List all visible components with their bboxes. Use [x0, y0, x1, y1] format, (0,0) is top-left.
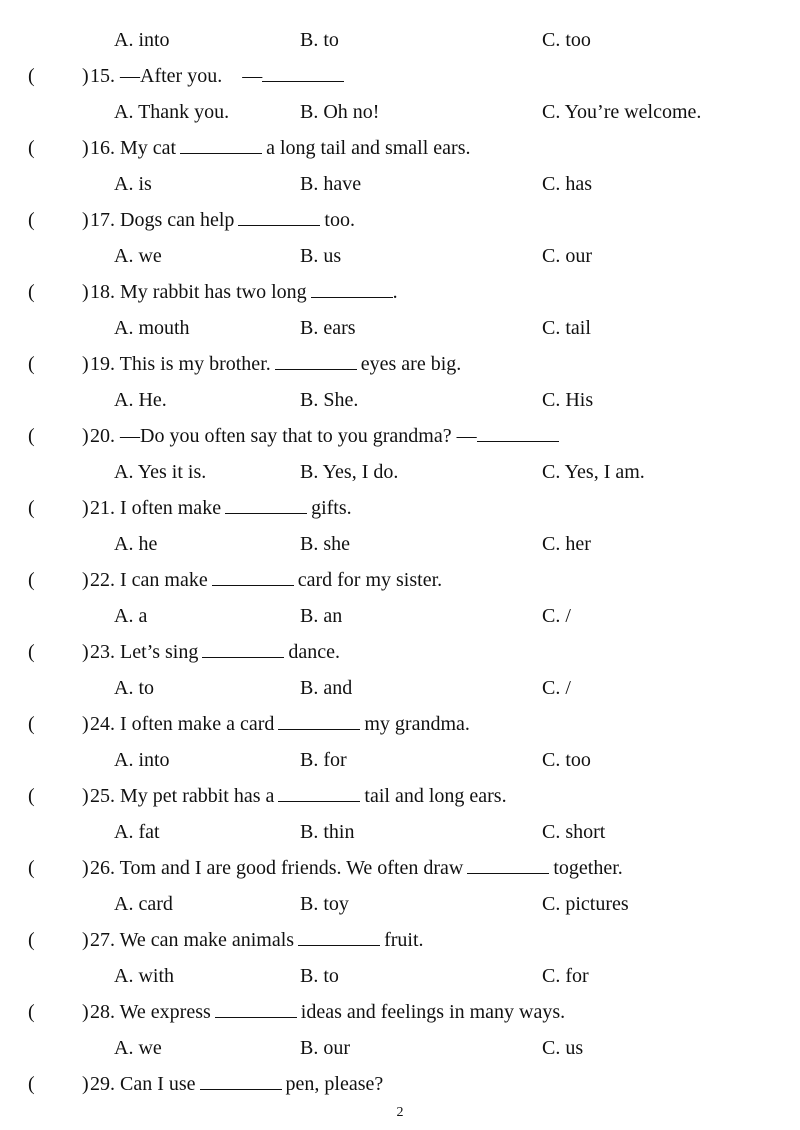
- answer-paren-close: ): [82, 569, 89, 591]
- question-row: [0, 1070, 800, 1098]
- option-b: B. toy: [300, 893, 349, 915]
- option-c: C. short: [542, 821, 606, 843]
- question-stem-end: fruit.: [384, 929, 424, 951]
- question-number: 25.: [90, 785, 115, 807]
- question-stem-end: .: [392, 281, 398, 303]
- answer-blank[interactable]: [311, 279, 393, 298]
- option-b: B. She.: [300, 389, 359, 411]
- question-stem: I often make: [120, 497, 222, 519]
- option-a: A. into: [114, 749, 170, 771]
- answer-paren-close: ): [82, 497, 89, 519]
- option-row: [0, 314, 800, 342]
- option-c: C. too: [542, 749, 591, 771]
- question-text: [90, 134, 470, 162]
- option-a: A. Yes it is.: [114, 461, 207, 483]
- answer-blank[interactable]: [225, 495, 307, 514]
- question-stem: —After you.: [120, 65, 223, 87]
- question-stem-end: together.: [553, 857, 623, 879]
- question-stem: I often make a card: [120, 713, 275, 735]
- question-row: [0, 134, 800, 162]
- option-c: C. us: [542, 1037, 584, 1059]
- answer-paren-close: ): [82, 281, 89, 303]
- answer-paren-open: (: [28, 857, 35, 879]
- question-stem: My rabbit has two long: [120, 281, 307, 303]
- answer-paren-close: ): [82, 425, 89, 447]
- question-row: [0, 710, 800, 738]
- answer-paren-close: ): [82, 713, 89, 735]
- option-row: [0, 170, 800, 198]
- answer-paren-close: ): [82, 209, 89, 231]
- question-row: [0, 638, 800, 666]
- question-row: [0, 566, 800, 594]
- question-row: [0, 998, 800, 1026]
- answer-paren-close: ): [82, 641, 89, 663]
- answer-paren-close: ): [82, 857, 89, 879]
- question-number: 23.: [90, 641, 115, 663]
- option-a: A. mouth: [114, 317, 190, 339]
- answer-paren-open: (: [28, 209, 35, 231]
- question-stem: Tom and I are good friends. We often draw: [119, 857, 464, 879]
- answer-paren-open: (: [28, 497, 35, 519]
- answer-blank[interactable]: [275, 351, 357, 370]
- option-a: A. into: [114, 29, 170, 51]
- option-c: C. You’re welcome.: [542, 101, 702, 123]
- option-b: B. our: [300, 1037, 350, 1059]
- question-dash: —: [242, 65, 263, 87]
- question-stem-end: a long tail and small ears.: [266, 137, 471, 159]
- option-b: B. us: [300, 245, 342, 267]
- answer-paren-open: (: [28, 137, 35, 159]
- option-b: B. for: [300, 749, 347, 771]
- question-stem-end: eyes are big.: [360, 353, 462, 375]
- option-row: [0, 242, 800, 270]
- option-row: [0, 98, 800, 126]
- option-a: A. we: [114, 1037, 162, 1059]
- question-stem: Can I use: [120, 1073, 196, 1095]
- option-a: A. to: [114, 677, 154, 699]
- option-b: B. Yes, I do.: [300, 461, 399, 483]
- answer-paren-open: (: [28, 353, 35, 375]
- question-text: [90, 638, 340, 666]
- page-number: 2: [396, 1105, 404, 1120]
- question-stem: My pet rabbit has a: [120, 785, 275, 807]
- answer-paren-open: (: [28, 1073, 35, 1095]
- answer-blank[interactable]: [180, 135, 262, 154]
- option-c: C. tail: [542, 317, 591, 339]
- question-stem: I can make: [120, 569, 208, 591]
- answer-paren-open: (: [28, 713, 35, 735]
- answer-paren-open: (: [28, 425, 35, 447]
- answer-blank[interactable]: [278, 711, 360, 730]
- question-text: [90, 494, 352, 522]
- question-text: [90, 926, 424, 954]
- question-row: [0, 62, 800, 90]
- answer-paren-close: ): [82, 1001, 89, 1023]
- answer-paren-open: (: [28, 65, 35, 87]
- option-a: A. is: [114, 173, 152, 195]
- answer-paren-close: ): [82, 785, 89, 807]
- question-text: [90, 206, 355, 234]
- option-b: B. to: [300, 29, 339, 51]
- question-number: 17.: [90, 209, 115, 231]
- answer-blank[interactable]: [278, 783, 360, 802]
- question-text: [90, 710, 470, 738]
- question-stem: We can make animals: [119, 929, 295, 951]
- answer-blank[interactable]: [238, 207, 320, 226]
- question-row: [0, 782, 800, 810]
- question-stem-end: too.: [324, 209, 355, 231]
- option-b: B. and: [300, 677, 353, 699]
- answer-paren-close: ): [82, 137, 89, 159]
- question-text: [90, 350, 461, 378]
- question-text: [90, 998, 565, 1026]
- option-c: C. too: [542, 29, 591, 51]
- answer-paren-open: (: [28, 929, 35, 951]
- question-text: [90, 278, 398, 306]
- option-c: C. /: [542, 605, 571, 627]
- option-a: A. with: [114, 965, 174, 987]
- option-c: C. has: [542, 173, 592, 195]
- answer-blank[interactable]: [202, 639, 284, 658]
- answer-paren-close: ): [82, 1073, 89, 1095]
- answer-blank[interactable]: [298, 927, 380, 946]
- option-a: A. a: [114, 605, 148, 627]
- question-stem-end: tail and long ears.: [364, 785, 507, 807]
- question-stem-end: dance.: [288, 641, 340, 663]
- question-stem: We express: [119, 1001, 211, 1023]
- option-b: B. to: [300, 965, 339, 987]
- question-row: [0, 422, 800, 450]
- question-number: 19.: [90, 353, 115, 375]
- question-stem-end: my grandma.: [364, 713, 470, 735]
- question-row: [0, 854, 800, 882]
- option-row: [0, 818, 800, 846]
- option-row: [0, 746, 800, 774]
- option-c: C. His: [542, 389, 594, 411]
- option-b: B. ears: [300, 317, 356, 339]
- option-row: [0, 602, 800, 630]
- option-c: C. her: [542, 533, 591, 555]
- question-number: 27.: [90, 929, 115, 951]
- answer-paren-open: (: [28, 569, 35, 591]
- question-number: 24.: [90, 713, 115, 735]
- answer-paren-open: (: [28, 641, 35, 663]
- question-text: [90, 854, 623, 882]
- option-c: C. our: [542, 245, 592, 267]
- option-b: B. she: [300, 533, 350, 555]
- answer-blank[interactable]: [467, 855, 549, 874]
- answer-blank[interactable]: [477, 423, 559, 442]
- option-c: C. for: [542, 965, 589, 987]
- option-row: [0, 386, 800, 414]
- question-text: [90, 1070, 383, 1098]
- option-a: A. He.: [114, 389, 167, 411]
- answer-paren-open: (: [28, 1001, 35, 1023]
- question-text: [90, 782, 507, 810]
- question-number: 21.: [90, 497, 115, 519]
- question-stem: This is my brother.: [119, 353, 271, 375]
- option-row: [0, 530, 800, 558]
- question-stem-end: pen, please?: [285, 1073, 384, 1095]
- question-row: [0, 206, 800, 234]
- question-stem-end: ideas and feelings in many ways.: [300, 1001, 566, 1023]
- question-row: [0, 494, 800, 522]
- option-c: C. /: [542, 677, 571, 699]
- question-number: 18.: [90, 281, 115, 303]
- question-text: [90, 422, 563, 450]
- question-number: 22.: [90, 569, 115, 591]
- option-a: A. card: [114, 893, 173, 915]
- question-text: [90, 566, 442, 594]
- question-row: [0, 350, 800, 378]
- question-stem-end: card for my sister.: [297, 569, 443, 591]
- option-a: A. we: [114, 245, 162, 267]
- option-b: B. thin: [300, 821, 355, 843]
- question-stem: My cat: [120, 137, 177, 159]
- option-row: [0, 962, 800, 990]
- option-a: A. he: [114, 533, 158, 555]
- question-number: 29.: [90, 1073, 115, 1095]
- answer-paren-open: (: [28, 785, 35, 807]
- option-a: A. Thank you.: [114, 101, 230, 123]
- option-a: A. fat: [114, 821, 160, 843]
- question-number: 15.: [90, 65, 115, 87]
- question-stem: Let’s sing: [120, 641, 199, 663]
- question-number: 20.: [90, 425, 115, 447]
- option-b: B. Oh no!: [300, 101, 380, 123]
- answer-paren-open: (: [28, 281, 35, 303]
- answer-paren-close: ): [82, 353, 89, 375]
- answer-blank[interactable]: [215, 999, 297, 1018]
- question-text: [90, 62, 348, 90]
- option-row: [0, 1034, 800, 1062]
- question-row: [0, 926, 800, 954]
- answer-paren-close: ): [82, 929, 89, 951]
- option-row-14: [0, 26, 800, 54]
- question-number: 28.: [90, 1001, 115, 1023]
- question-number: 16.: [90, 137, 115, 159]
- answer-blank[interactable]: [200, 1071, 282, 1090]
- question-stem: —Do you often say that to you grandma? —: [120, 425, 477, 447]
- question-number: 26.: [90, 857, 115, 879]
- option-c: C. pictures: [542, 893, 629, 915]
- option-row: [0, 458, 800, 486]
- option-row: [0, 890, 800, 918]
- question-row: [0, 278, 800, 306]
- answer-blank[interactable]: [212, 567, 294, 586]
- option-c: C. Yes, I am.: [542, 461, 645, 483]
- question-stem-end: gifts.: [311, 497, 352, 519]
- answer-paren-close: ): [82, 65, 89, 87]
- option-b: B. an: [300, 605, 343, 627]
- question-stem: Dogs can help: [120, 209, 235, 231]
- answer-blank[interactable]: [262, 63, 344, 82]
- option-b: B. have: [300, 173, 362, 195]
- option-row: [0, 674, 800, 702]
